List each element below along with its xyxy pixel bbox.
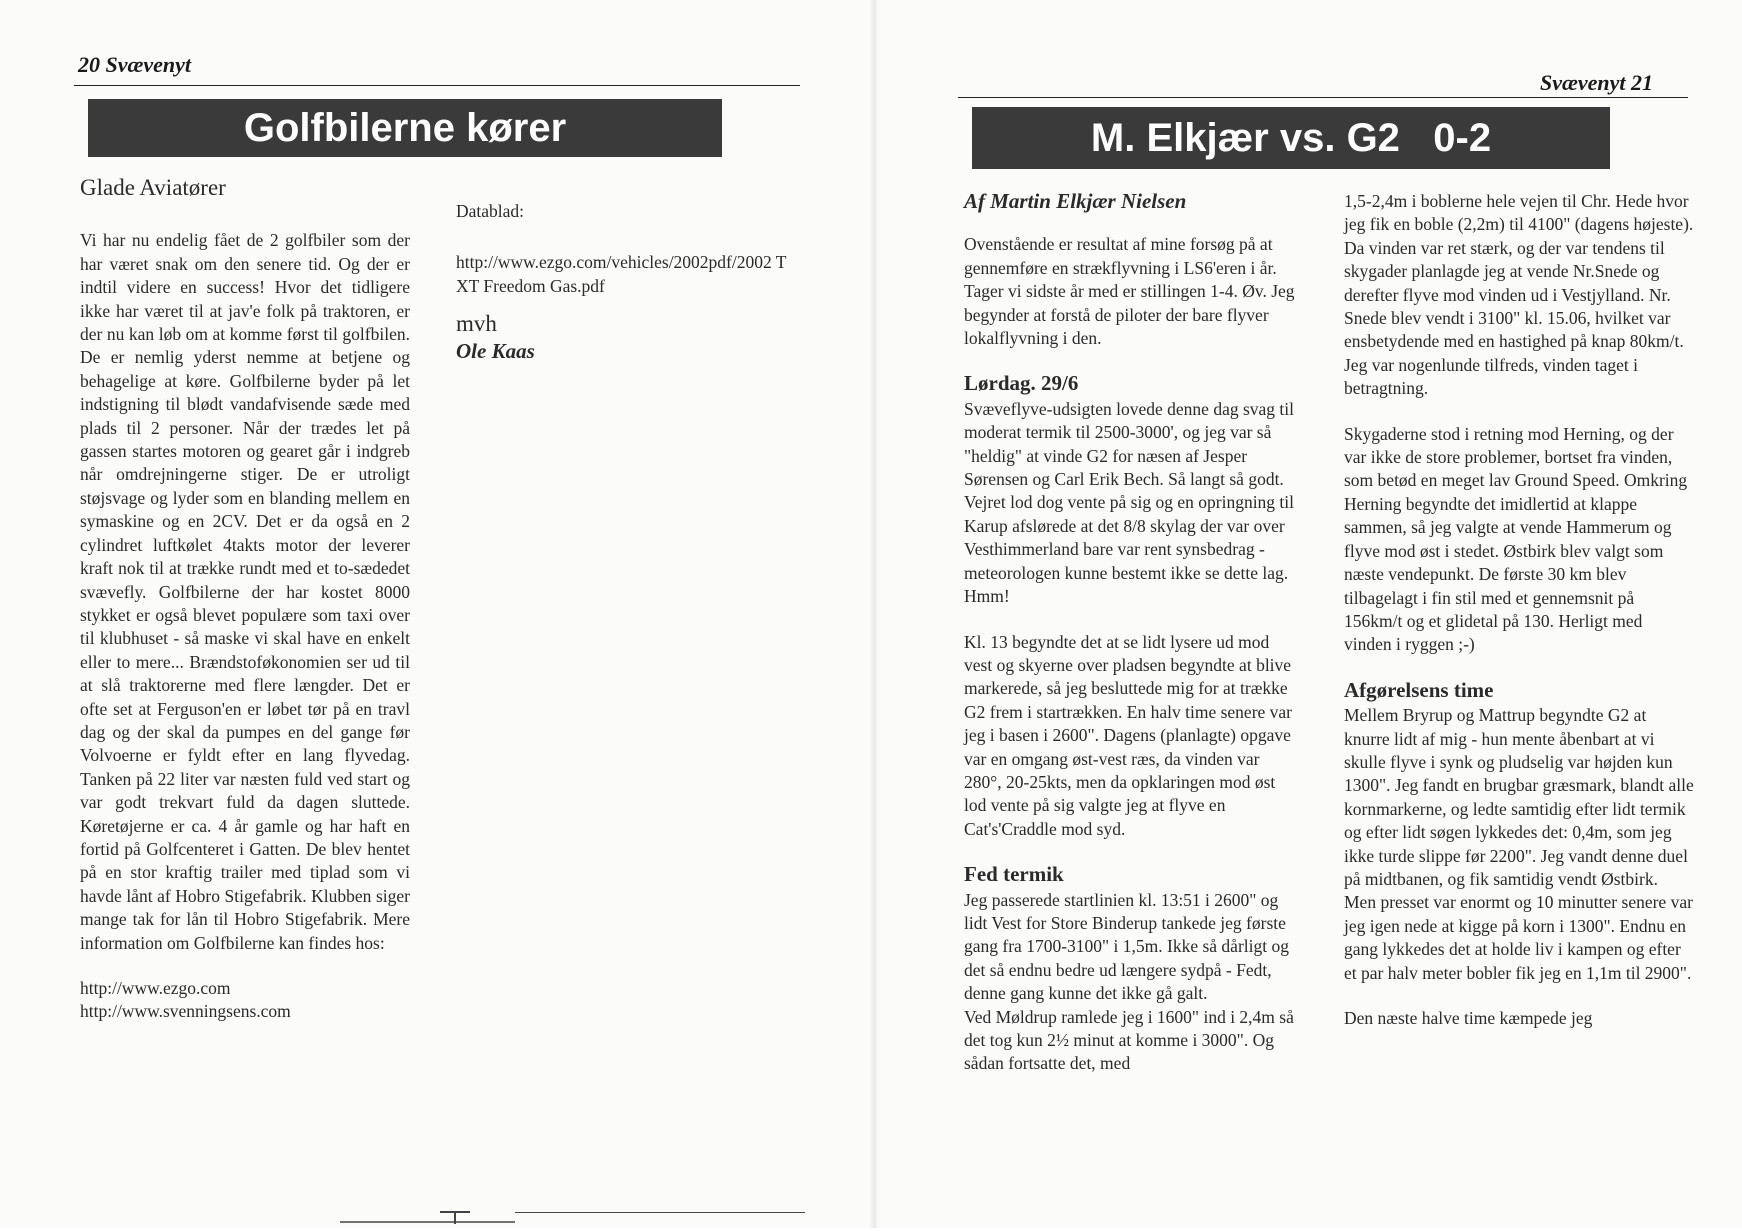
closing-text: mvh bbox=[456, 311, 497, 337]
fed-termik-paragraph-1: Jeg passerede startlinien kl. 13:51 i 2600" og lidt Vest for Store Binderup tankede jeg første gang fra 1700-3100" i 1,5m. Ikke så dårligt og det så endnu bedre ud længere sydpå - Fedt, denne gang kunne det ikke gå galt. bbox=[964, 889, 1289, 1004]
fed-termik-paragraph-2: Ved Møldrup ramlede jeg i 1600" ind i 2,4m så det tog kun 2½ minut at komme i 3000". Og sådan fortsatte det, med bbox=[964, 1006, 1294, 1074]
left-page-header: 20 Svævenyt bbox=[78, 52, 192, 77]
section-heading-fed-termik: Fed termik bbox=[964, 862, 1064, 887]
intro-paragraph: Ovenstående er resultat af mine forsøg på at gennemføre en strækflyvning i LS6'eren i år. Tager vi sidste år med er stillingen 1-4. Øv. Jeg begynder at forstå de piloter der bare flyver lokalflyvning i den. bbox=[964, 234, 1295, 349]
right-article-title bbox=[972, 107, 1610, 169]
glider-icon bbox=[340, 1208, 520, 1226]
col2-paragraph-3: Skygaderne stod i retning mod Herning, og der var ikke de store problemer, bortset fra vinden, som betød en meget lav Ground Speed. Omkring Herning begyndte det imidlertid at klappe sammen, så jeg valgte at vende Hammerum og flyve mod øst i stedet. Østbirk blev valgt som næste vendepunkt. De første 30 km blev tilbagelagt i fin stil med et gennemsnit på 156km/t og et glidetal på 130. Herligt med vinden i ryggen ;-) bbox=[1344, 423, 1688, 655]
lordag-paragraph-3: Kl. 13 begyndte det at se lidt lysere ud mod vest og skyerne over pladsen begyndte at blive markerede, så jeg besluttede mig for at trække G2 frem i startrækken. En halv time senere var jeg i basen i 2600". Dagens (planlagte) opgave var en omgang øst-vest ræs, da vinden var 280°, 20-25kts, men da opklaringen mod øst lod vente på sig valgte jeg at flyve en Cat's'Craddle mod syd. bbox=[964, 631, 1293, 839]
right-page bbox=[880, 0, 1742, 1228]
right-column-1 bbox=[964, 190, 1298, 1098]
left-header-rule bbox=[74, 85, 800, 86]
right-page-header: Svævenyt 21 bbox=[1540, 70, 1654, 95]
link-ezgo[interactable]: http://www.ezgo.com bbox=[80, 978, 231, 998]
article-body: Vi har nu endelig fået de 2 golfbiler som der har været snak om den senere tid. Og der er indtil videre en success! Hvor det tidligere ikke har været til at jav'e folk på traktoren, er der nu kan løb om at komme først til golfbilen. De er nemlig yderst nemme at betjene og behagelige at køre. Golfbilerne byder på let indstigning til blødt vandafvisende sæde med plads til 2 personer. Når der trædes let på gassen startes motoren og gearet går i indgreb når omdrejningerne stiger. De er utroligt støjsvage og lyder som en blanding mellem en symaskine og en 2CV. Det er da også en 2 cylindret luftkølet 4takts motor der leverer kraft nok til at trække rundt med et to-sædedet svævefly. Golfbilerne der har kostet 8000 stykket er også blevet populære som taxi over til klubhuset - så maske vi skal have en enkelt eller to mere... Brændstoføkonomien ser ud til at slå traktorerne med flere længder. Det er ofte set at Ferguson'en er løbet tør på en travl dag og der skal da pumpes en del gange før Volvoerne er fyldt efter en lang flyvedag. Tanken på 22 liter var næsten fuld ved start og var godt trekvart fuld da dagen sluttede. Køretøjerne er ca. 4 år gamle og har haft en fortid på Golfcenteret i Gatten. De blev hentet på en stor kraftig trailer med tiplad som vi havde lånt af Hobro Stigefabrik. Klubben siger mange tak for lån til Hobro Stigefabrik. Mere information om Golfbilerne kan findes hos: bbox=[80, 230, 410, 953]
left-article-title-text: Golfbilerne kører bbox=[243, 106, 567, 150]
left-page bbox=[0, 0, 873, 1228]
link-svenningsens[interactable]: http://www.svenningsens.com bbox=[80, 1001, 291, 1022]
datablad-link[interactable]: http://www.ezgo.com/vehicles/2002pdf/2002 TXT Freedom Gas.pdf bbox=[456, 252, 787, 296]
col2-paragraph-1: 1,5-2,4m i boblerne hele vejen til Chr. Hede hvor jeg fik en boble (2,2m) til 4100" (dagens højeste). bbox=[1344, 191, 1694, 235]
lordag-paragraph-1: Svæveflyve-udsigten lovede denne dag svag til moderat termik til 2500-3000', og jeg var så "heldig" at vinde G2 for næsen af Jesper Sørensen og Carl Erik Bech. Så langt så godt. bbox=[964, 398, 1294, 490]
section-heading-afgorelsens-time: Afgørelsens time bbox=[1344, 677, 1494, 702]
footer-rule bbox=[515, 1212, 805, 1213]
byline: Af Martin Elkjær Nielsen bbox=[964, 189, 1187, 213]
left-article-title bbox=[88, 99, 722, 157]
author-signature: Ole Kaas bbox=[456, 338, 535, 363]
right-header-rule bbox=[958, 97, 1688, 98]
datablad-label: Datablad: bbox=[456, 201, 525, 221]
lordag-paragraph-2: Vejret lod dog vente på sig og en opringning til Karup afslørede at det 8/8 skylag der var over Vesthimmerland bare var rent synsbedrag - meteorologen kunne bestemt ikke se dette lag. Hmm! bbox=[964, 492, 1295, 607]
right-article-title-text: M. Elkjær vs. G2 0-2 bbox=[1090, 116, 1492, 160]
col2-paragraph-2: Da vinden var ret stærk, og der var tendens til skygader planlagde jeg at vende Nr.Snede og derefter flyve mod vinden ud i Vestjylland. Nr. Snede blev vendt i 3100" kl. 15.06, hvilket var ensbetydende med en hastighed på knap 80km/t. Jeg var nogenlunde tilfreds, vinden taget i betragtning. bbox=[1344, 237, 1684, 399]
section-heading-lordag: Lørdag. 29/6 bbox=[964, 371, 1079, 396]
col2-paragraph-4: Mellem Bryrup og Mattrup begyndte G2 at knurre lidt af mig - hun mente åbenbart at vi skulle flyve i synk og pludselig var højden kun 1300". Jeg fandt en brugbar græsmark, blandt alle kornmarkerne, og ledte samtidig efter lidt termik og efter lidt søgen lykkedes det: 0,4m, som jeg ikke turde slippe før 2200". Jeg vandt denne duel på midtbanen, og fik samtidig vendt Østbirk. Men presset var enormt og 10 minutter senere var jeg igen nede at kigge på korn i 1300". Endnu en gang lykkedes det at holde liv i kampen og efter et par halv meter bobler fik jeg en 1,1m til 2900". bbox=[1344, 705, 1694, 983]
col2-paragraph-5: Den næste halve time kæmpede jeg bbox=[1344, 1008, 1593, 1028]
right-column-2 bbox=[1344, 190, 1694, 1052]
left-main-column bbox=[80, 176, 410, 1024]
greeting: Glade Aviatører bbox=[80, 175, 226, 200]
left-side-column bbox=[456, 200, 792, 363]
